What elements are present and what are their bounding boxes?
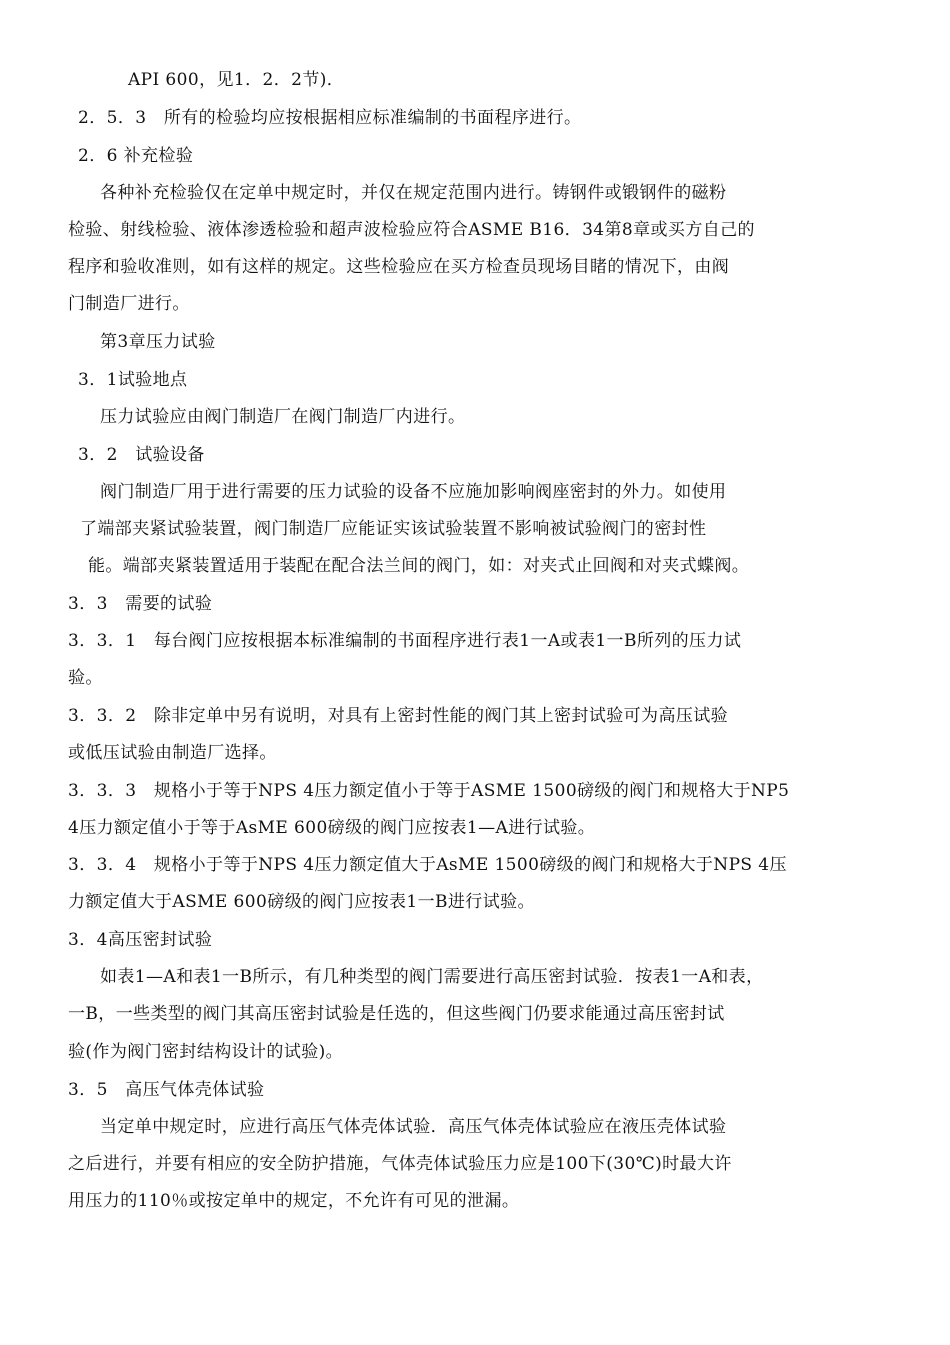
text-line: 各种补充检验仅在定单中规定时，并仅在规定范围内进行。铸钢件或锻钢件的磁粉	[100, 183, 727, 203]
section-3-3-1: 3．3．1 每台阀门应按根据本标准编制的书面程序进行表1一A或表1一B所列的压力试	[68, 631, 742, 651]
text-line: 之后进行，并要有相应的安全防护措施，气体壳体试验压力应是100下(30℃)时最大许	[68, 1154, 732, 1174]
heading-3-4: 3．4高压密封试验	[68, 930, 213, 950]
section-3-3-4: 3．3．4 规格小于等于NPS 4压力额定值大于AsME 1500磅级的阀门和规格大于NPS 4压	[68, 855, 787, 875]
section-3-3-2: 3．3．2 除非定单中另有说明，对具有上密封性能的阀门其上密封试验可为高压试验	[68, 706, 729, 726]
text-line: 4压力额定值小于等于AsME 600磅级的阀门应按表1—A进行试验。	[68, 818, 596, 838]
heading-2-6: 2．6 补充检验	[78, 146, 194, 166]
text-line: 如表1—A和表1一B所示，有几种类型的阀门需要进行高压密封试验．按表1一A和表，	[100, 967, 764, 987]
text-line: 力额定值大于ASME 600磅级的阀门应按表1一B进行试验。	[68, 892, 535, 912]
text-line: 了端部夹紧试验装置，阀门制造厂应能证实该试验装置不影响被试验阀门的密封性	[80, 519, 707, 539]
heading-3-2: 3．2 试验设备	[78, 445, 205, 465]
text-line: 验(作为阀门密封结构设计的试验)。	[68, 1042, 344, 1062]
text-line: 一B，一些类型的阀门其高压密封试验是任选的，但这些阀门仍要求能通过高压密封试	[68, 1004, 725, 1024]
text-line: 或低压试验由制造厂选择。	[68, 743, 277, 763]
text-line: 压力试验应由阀门制造厂在阀门制造厂内进行。	[100, 407, 466, 427]
text-line: 验。	[68, 668, 103, 688]
text-line: API 600，见1．2．2节)．	[128, 70, 345, 90]
text-line: 程序和验收准则，如有这样的规定。这些检验应在买方检查员现场目睹的情况下，由阀	[68, 257, 730, 277]
text-line: 门制造厂进行。	[68, 294, 190, 314]
section-2-5-3: 2．5．3 所有的检验均应按根据相应标准编制的书面程序进行。	[78, 108, 582, 128]
heading-3-1: 3．1试验地点	[78, 370, 188, 390]
text-line: 检验、射线检验、液体渗透检验和超声波检验应符合ASME B16．34第8章或买方自己的	[68, 220, 755, 240]
text-line: 用压力的110％或按定单中的规定，不允许有可见的泄漏。	[68, 1191, 520, 1211]
text-line: 阀门制造厂用于进行需要的压力试验的设备不应施加影响阀座密封的外力。如使用	[100, 482, 727, 502]
text-line: 能。端部夹紧装置适用于装配在配合法兰间的阀门，如：对夹式止回阀和对夹式蝶阀。	[88, 556, 750, 576]
text-line: 当定单中规定时，应进行高压气体壳体试验．高压气体壳体试验应在液压壳体试验	[100, 1117, 727, 1137]
section-3-3-3: 3．3．3 规格小于等于NPS 4压力额定值小于等于ASME 1500磅级的阀门和规格大于NP5	[68, 781, 790, 801]
heading-3-5: 3．5 高压气体壳体试验	[68, 1080, 265, 1100]
chapter-heading: 第3章压力试验	[100, 332, 216, 352]
heading-3-3: 3．3 需要的试验	[68, 594, 213, 614]
